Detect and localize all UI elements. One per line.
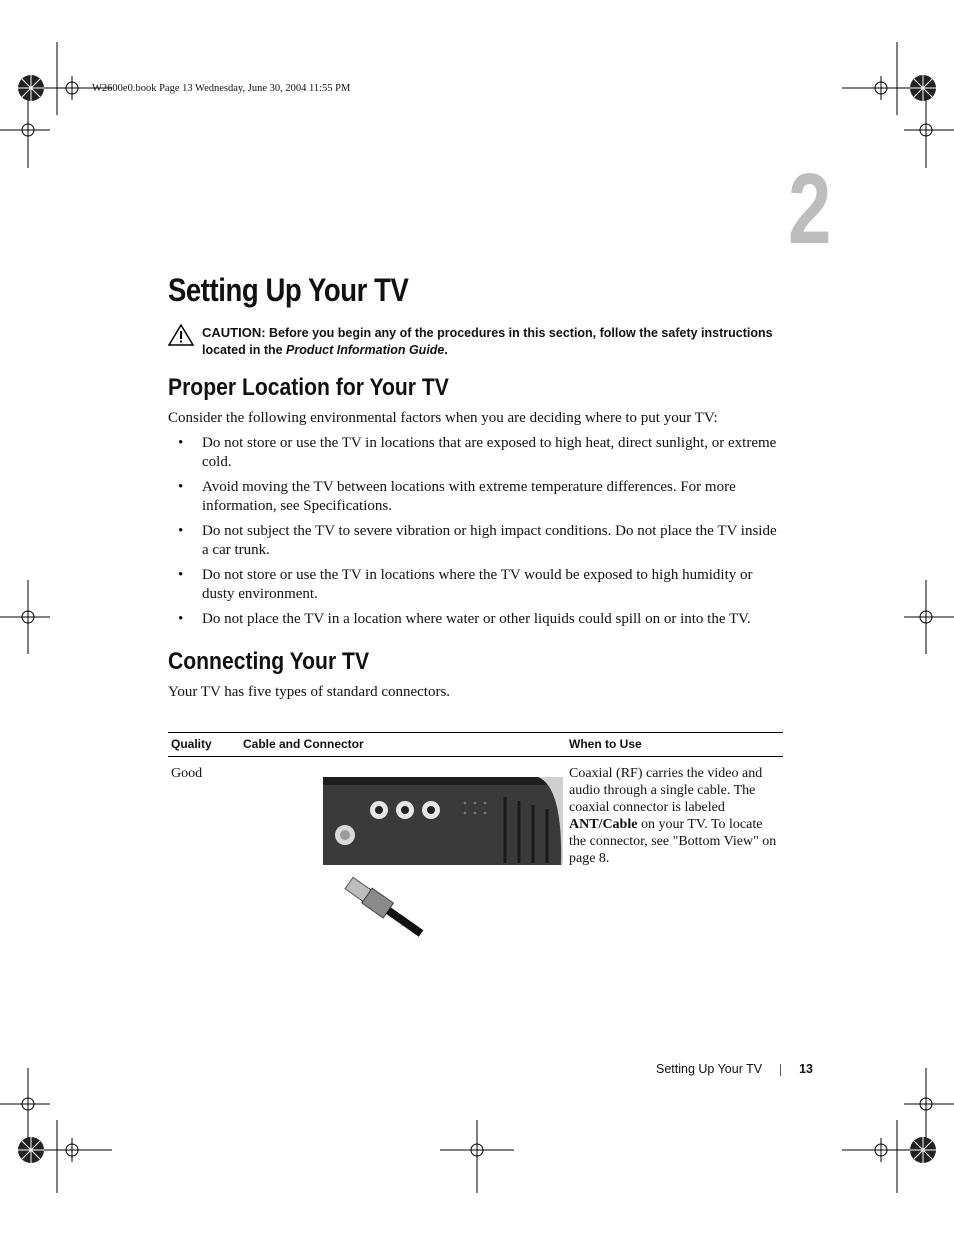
coaxial-connector-photo [323, 777, 563, 947]
location-bullet-list [168, 434, 784, 629]
list-item: • Do not place the TV in a location where water or other liquids could spill on or into the TV. [178, 611, 751, 627]
column-header-when: When to Use [566, 733, 783, 757]
section-intro-location: Consider the following environmental factors when you are deciding where to put your TV: [168, 410, 718, 426]
connector-table [168, 732, 783, 960]
caution-label: CAUTION: [202, 325, 266, 340]
caution-end: . [444, 343, 448, 357]
list-item: • Do not store or use the TV in locations that are exposed to high heat, direct sunlight, or extreme cold. [178, 435, 777, 470]
column-header-cable: Cable and Connector [240, 733, 566, 757]
list-item: • Avoid moving the TV between locations with extreme temperature differences. For more information, see Specifications. [178, 479, 736, 514]
table-row [168, 757, 783, 961]
footer-section-title: Setting Up Your TV [656, 1062, 763, 1076]
list-item-text: Do not store or use the TV in locations that are exposed to high heat, direct sunlight, or extreme cold. [202, 435, 777, 470]
when-to-use-cell [566, 757, 783, 961]
footer-divider [780, 1064, 781, 1076]
caution-text: Before you begin any of the procedures in this section, follow the safety instructions located in the [202, 326, 773, 357]
quality-cell: Good [171, 766, 203, 781]
connector-label: ANT/Cable [569, 817, 638, 832]
caution-warning-icon [168, 324, 194, 346]
list-item-text: Avoid moving the TV between locations with extreme temperature differences. For more information, see Specifications. [202, 479, 736, 514]
column-header-quality: Quality [168, 733, 240, 757]
chapter-number: 2 [788, 153, 832, 265]
list-item-text: Do not subject the TV to severe vibration or high impact conditions. Do not place the TV inside a car trunk. [202, 523, 777, 558]
list-item-text: Do not store or use the TV in locations where the TV would be exposed to high humidity or dusty environment. [202, 567, 753, 602]
table-header-row [168, 733, 783, 757]
print-header: W2600e0.book Page 13 Wednesday, June 30, 2004 11:55 PM [92, 83, 351, 94]
caution-note [168, 324, 784, 359]
list-item: • Do not subject the TV to severe vibration or high impact conditions. Do not place the TV inside a car trunk. [178, 523, 777, 558]
caution-guide-name: Product Information Guide [286, 343, 445, 357]
list-item-text: Do not place the TV in a location where water or other liquids could spill on or into the TV. [202, 611, 751, 627]
section-heading-connecting: Connecting Your TV [168, 648, 370, 675]
when-text: Coaxial (RF) carries the video and audio through a single cable. The coaxial connector is labeled [569, 766, 763, 815]
when-text-end: on your TV. To locate the connector, see "Bottom View" on page 8. [569, 817, 777, 866]
list-item: • Do not store or use the TV in locations where the TV would be exposed to high humidity or dusty environment. [178, 567, 753, 602]
cable-image-cell [240, 757, 566, 961]
page-footer [656, 1062, 813, 1076]
page-title: Setting Up Your TV [168, 272, 409, 308]
section-heading-location: Proper Location for Your TV [168, 374, 449, 401]
page-content [168, 270, 784, 702]
section-intro-connecting: Your TV has five types of standard connectors. [168, 684, 451, 700]
page-number: 13 [799, 1062, 813, 1076]
